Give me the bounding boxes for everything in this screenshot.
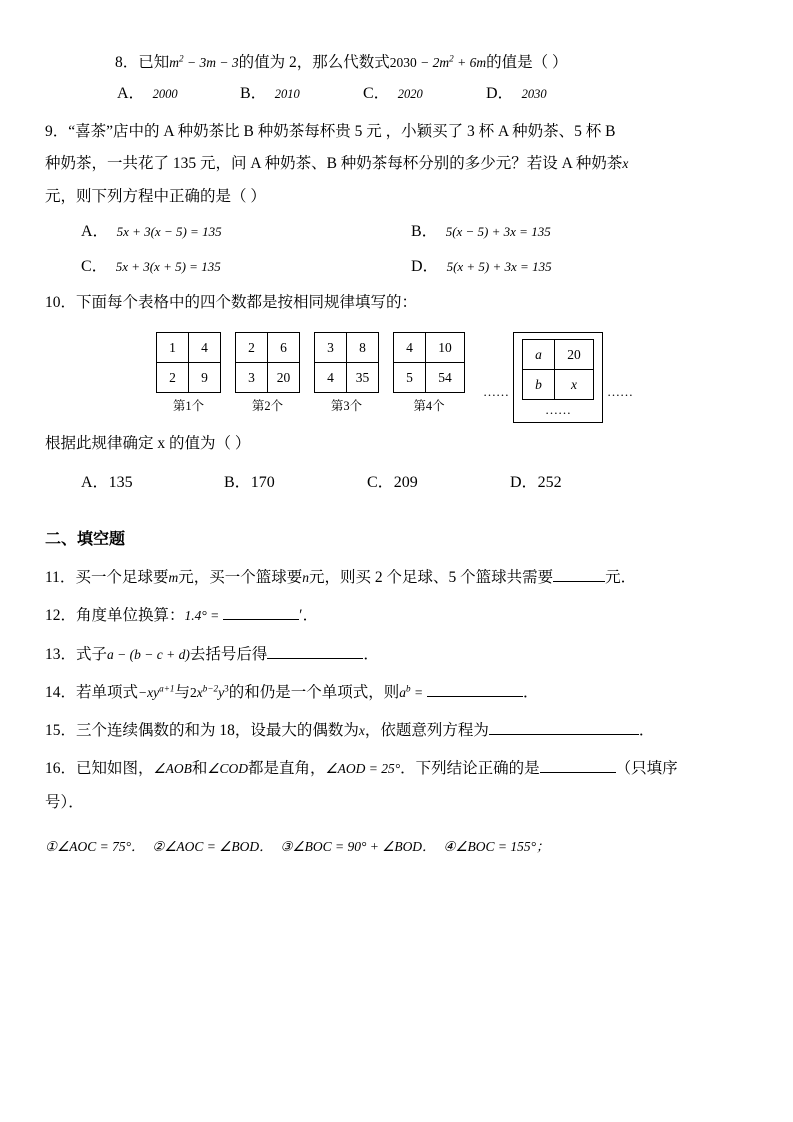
conclusion-3: ③∠BOC = 90° + ∠BOD． (280, 838, 436, 854)
question-13-text-pre: 式子 (76, 645, 108, 663)
figure-table-2 (235, 332, 300, 414)
question-9-options (81, 218, 748, 276)
table-4-cell-1: 4 (394, 333, 426, 363)
table-3-cell-2: 8 (347, 333, 379, 363)
table-1-cell-1: 1 (157, 333, 189, 363)
option-b-value: 2010 (274, 87, 300, 102)
question-10-figure (45, 332, 748, 423)
question-14-expr3: $a^b$ = (399, 683, 424, 700)
conclusion-4: ④∠BOC = 155°； (443, 838, 550, 854)
question-8-expr2: $2030 - 2m^2 + 6m$ (389, 53, 487, 70)
table-1-cell-3: 2 (157, 363, 189, 393)
question-8-stem-post: 的值是（ ） (486, 54, 568, 71)
table-row (236, 333, 300, 363)
question-8 (115, 48, 748, 78)
question-14-text-pre: 若单项式 (76, 683, 139, 701)
table-3-cell-4: 35 (347, 363, 379, 393)
option-d-label: D． (510, 474, 538, 492)
table-row (523, 340, 594, 370)
question-9-line1 (45, 117, 748, 147)
question-9-options-row-1 (81, 218, 748, 241)
conclusion-2: ②∠AOC = ∠BOD． (152, 838, 273, 854)
question-10-option-b (224, 469, 367, 492)
table-n-cell-4: x (555, 370, 594, 400)
table-2-cell-4: 20 (268, 363, 300, 393)
question-15-text-mid: ，依题意列方程为 (364, 721, 489, 739)
option-d-value: 5(x + 5) + 3x = 135 (446, 258, 552, 274)
table-n-cell-1: a (523, 340, 555, 370)
question-13-blank[interactable] (267, 642, 363, 659)
question-11-text-1: 买一个足球要 (75, 569, 169, 587)
table-1-grid (156, 332, 221, 393)
option-b-value: 170 (250, 474, 275, 492)
table-row (236, 363, 300, 393)
question-12-blank[interactable] (223, 604, 299, 621)
question-10-option-c (367, 469, 510, 492)
question-10-text: 下面每个表格中的四个数都是按相同规律填写的： (76, 293, 418, 311)
question-14-expr2: $2x^{b-2}y^3$ (190, 683, 229, 700)
question-14-text-post: ． (522, 683, 539, 701)
question-15-text-pre: 三个连续偶数的和为 18，设最大的偶数为 (76, 721, 359, 739)
question-13-number: 13． (45, 645, 77, 663)
question-16-blank[interactable] (540, 756, 616, 773)
section-2-title: 二、填空题 (45, 531, 126, 549)
question-14-blank[interactable] (427, 680, 523, 697)
question-9-text-line1: “喜茶”店中的 A 种奶茶比 B 种奶茶每杯贵 5 元 ，小颖买了 3 杯 A 种奶茶、5 杯 B (68, 123, 616, 141)
figure-table-1 (156, 332, 221, 414)
table-n-grid (522, 339, 594, 400)
question-12-number: 12． (45, 607, 77, 625)
question-16-conclusions (45, 830, 748, 864)
table-2-cell-3: 3 (236, 363, 268, 393)
table-row (157, 333, 221, 363)
table-4-cell-4: 54 (426, 363, 465, 393)
question-12-expr: 1.4° = (184, 608, 220, 624)
option-a-label: A． (81, 222, 109, 240)
question-13-text-mid: 去括号后得 (189, 645, 268, 663)
table-n-cell-2: 20 (555, 340, 594, 370)
table-3-cell-3: 4 (315, 363, 347, 393)
option-b-value: 5(x − 5) + 3x = 135 (445, 223, 551, 239)
question-8-option-a (117, 80, 240, 103)
table-n-cell-3: b (523, 370, 555, 400)
question-9-number: 9． (45, 123, 69, 141)
question-11-var-n: n (302, 570, 309, 586)
question-16-angle-cod: ∠COD (207, 760, 249, 776)
figure-under-ellipsis: …… (545, 402, 571, 418)
figure-ellipsis-right: …… (607, 383, 633, 399)
question-15-var: x (358, 722, 365, 738)
table-4-cell-3: 5 (394, 363, 426, 393)
option-a-label: A． (117, 85, 145, 103)
question-15-blank[interactable] (489, 718, 639, 735)
question-16-text-pre: 已知如图， (76, 759, 154, 777)
table-3-cell-1: 3 (315, 333, 347, 363)
question-8-option-c (363, 80, 486, 103)
option-d-label: D． (486, 85, 514, 103)
document-content (45, 48, 748, 864)
option-b-label: B． (240, 85, 267, 103)
question-9-text-line3: 元，则下列方程中正确的是（ ） (45, 187, 266, 205)
figure-table-4 (393, 332, 465, 414)
question-9-option-b (411, 218, 741, 241)
question-8-stem-mid: 的值为 2，那么代数式 (238, 54, 390, 71)
option-a-value: 2000 (152, 87, 178, 102)
question-9-option-a (81, 218, 411, 241)
figure-table-3 (314, 332, 379, 414)
question-8-options (117, 80, 748, 103)
option-c-label: C． (367, 474, 394, 492)
question-16-line1 (45, 752, 748, 786)
question-9-option-d (411, 253, 741, 276)
question-16-text-mid-3: ．下列结论正确的是 (400, 759, 540, 777)
conclusion-1: ①∠AOC = 75°． (45, 838, 145, 854)
question-10-option-a (81, 469, 224, 492)
option-d-value: 252 (537, 474, 562, 492)
question-11-text-3: 元，则买 2 个足球、5 个篮球共需要 (308, 569, 554, 587)
question-14-expr1: $-xy^{a+1}$ (138, 683, 175, 700)
table-1-caption: 第1个 (172, 399, 205, 414)
option-c-label: C． (81, 257, 108, 275)
option-a-label: A． (81, 474, 109, 492)
question-10-number: 10． (45, 293, 77, 311)
table-2-caption: 第2个 (251, 399, 284, 414)
question-11-text-2: 元，买一个篮球要 (178, 569, 303, 587)
option-c-value: 2020 (397, 87, 423, 102)
question-9-line2 (45, 149, 748, 179)
question-9-var: x (622, 156, 629, 172)
table-4-grid (393, 332, 465, 393)
table-2-grid (235, 332, 300, 393)
question-8-option-b (240, 80, 363, 103)
question-15-text-post: ． (638, 721, 655, 739)
question-9-line3 (45, 182, 748, 212)
table-2-cell-2: 6 (268, 333, 300, 363)
table-4-caption: 第4个 (413, 399, 445, 414)
question-10-options (81, 469, 748, 492)
table-row (157, 363, 221, 393)
question-10-option-d (510, 469, 653, 492)
option-b-label: B． (411, 222, 438, 240)
table-3-caption: 第3个 (330, 399, 363, 414)
question-9-option-c (81, 253, 411, 276)
question-14-text-mid-1: 与 (174, 683, 191, 701)
table-row (523, 370, 594, 400)
table-3-grid (314, 332, 379, 393)
question-8-stem-pre: 已知 (138, 54, 170, 71)
question-13-expr: a − (b − c + d) (107, 646, 190, 662)
question-9-options-row-2 (81, 253, 748, 276)
question-16-line2: 号）． (45, 793, 84, 811)
option-c-label: C． (363, 85, 390, 103)
table-4-cell-2: 10 (426, 333, 465, 363)
question-16-text-mid-2: 都是直角， (248, 759, 326, 777)
question-16-angle-aod: ∠AOD = 25° (325, 760, 401, 776)
table-row (315, 363, 379, 393)
question-11-text-4: 元． (605, 569, 637, 587)
question-11-number: 11． (45, 569, 76, 587)
question-15 (45, 714, 748, 748)
question-12 (45, 599, 748, 633)
question-14 (45, 676, 748, 710)
table-1-cell-2: 4 (189, 333, 221, 363)
option-d-value: 2030 (521, 87, 547, 102)
figure-ellipsis-left: …… (483, 383, 509, 399)
question-10-stem (45, 288, 748, 318)
table-row (315, 333, 379, 363)
table-row (394, 363, 465, 393)
question-9-text-line2: 种奶茶，一共花了 135 元，问 A 种奶茶、B 种奶茶每杯分别的多少元？若设 A 种奶茶 (45, 155, 623, 173)
question-16-text-mid-1: 和 (191, 759, 208, 777)
question-16-text-post: （只填序 (615, 759, 678, 777)
option-c-value: 209 (393, 474, 418, 492)
option-c-value: 5x + 3(x + 5) = 135 (115, 258, 221, 274)
question-16-number: 16． (45, 759, 77, 777)
question-10-sub-stem: 根据此规律确定 x 的值为（ ） (45, 435, 251, 453)
question-11 (45, 561, 748, 595)
question-12-text-post: ′． (299, 607, 319, 625)
question-13 (45, 638, 748, 672)
question-12-text-pre: 角度单位换算： (76, 607, 185, 625)
table-1-cell-4: 9 (189, 363, 221, 393)
option-d-label: D． (411, 257, 439, 275)
question-8-option-d (486, 80, 609, 103)
question-14-number: 14． (45, 683, 77, 701)
option-b-label: B． (224, 474, 251, 492)
question-13-text-post: ． (363, 645, 379, 663)
option-a-value: 5x + 3(x − 5) = 135 (116, 223, 222, 239)
question-16-angle-aob: ∠AOB (153, 760, 192, 776)
question-11-blank[interactable] (553, 566, 605, 583)
table-2-cell-1: 2 (236, 333, 268, 363)
question-8-expr1: $m^2 - 3m - 3$ (169, 53, 239, 70)
question-11-var-m: m (168, 570, 179, 586)
question-8-number: 8． (115, 54, 139, 71)
option-a-value: 135 (108, 474, 133, 492)
table-row (394, 333, 465, 363)
question-14-text-mid-2: 的和仍是一个单项式，则 (228, 683, 400, 701)
figure-tables-row (156, 332, 637, 423)
figure-table-n (513, 332, 603, 423)
question-15-number: 15． (45, 721, 77, 739)
